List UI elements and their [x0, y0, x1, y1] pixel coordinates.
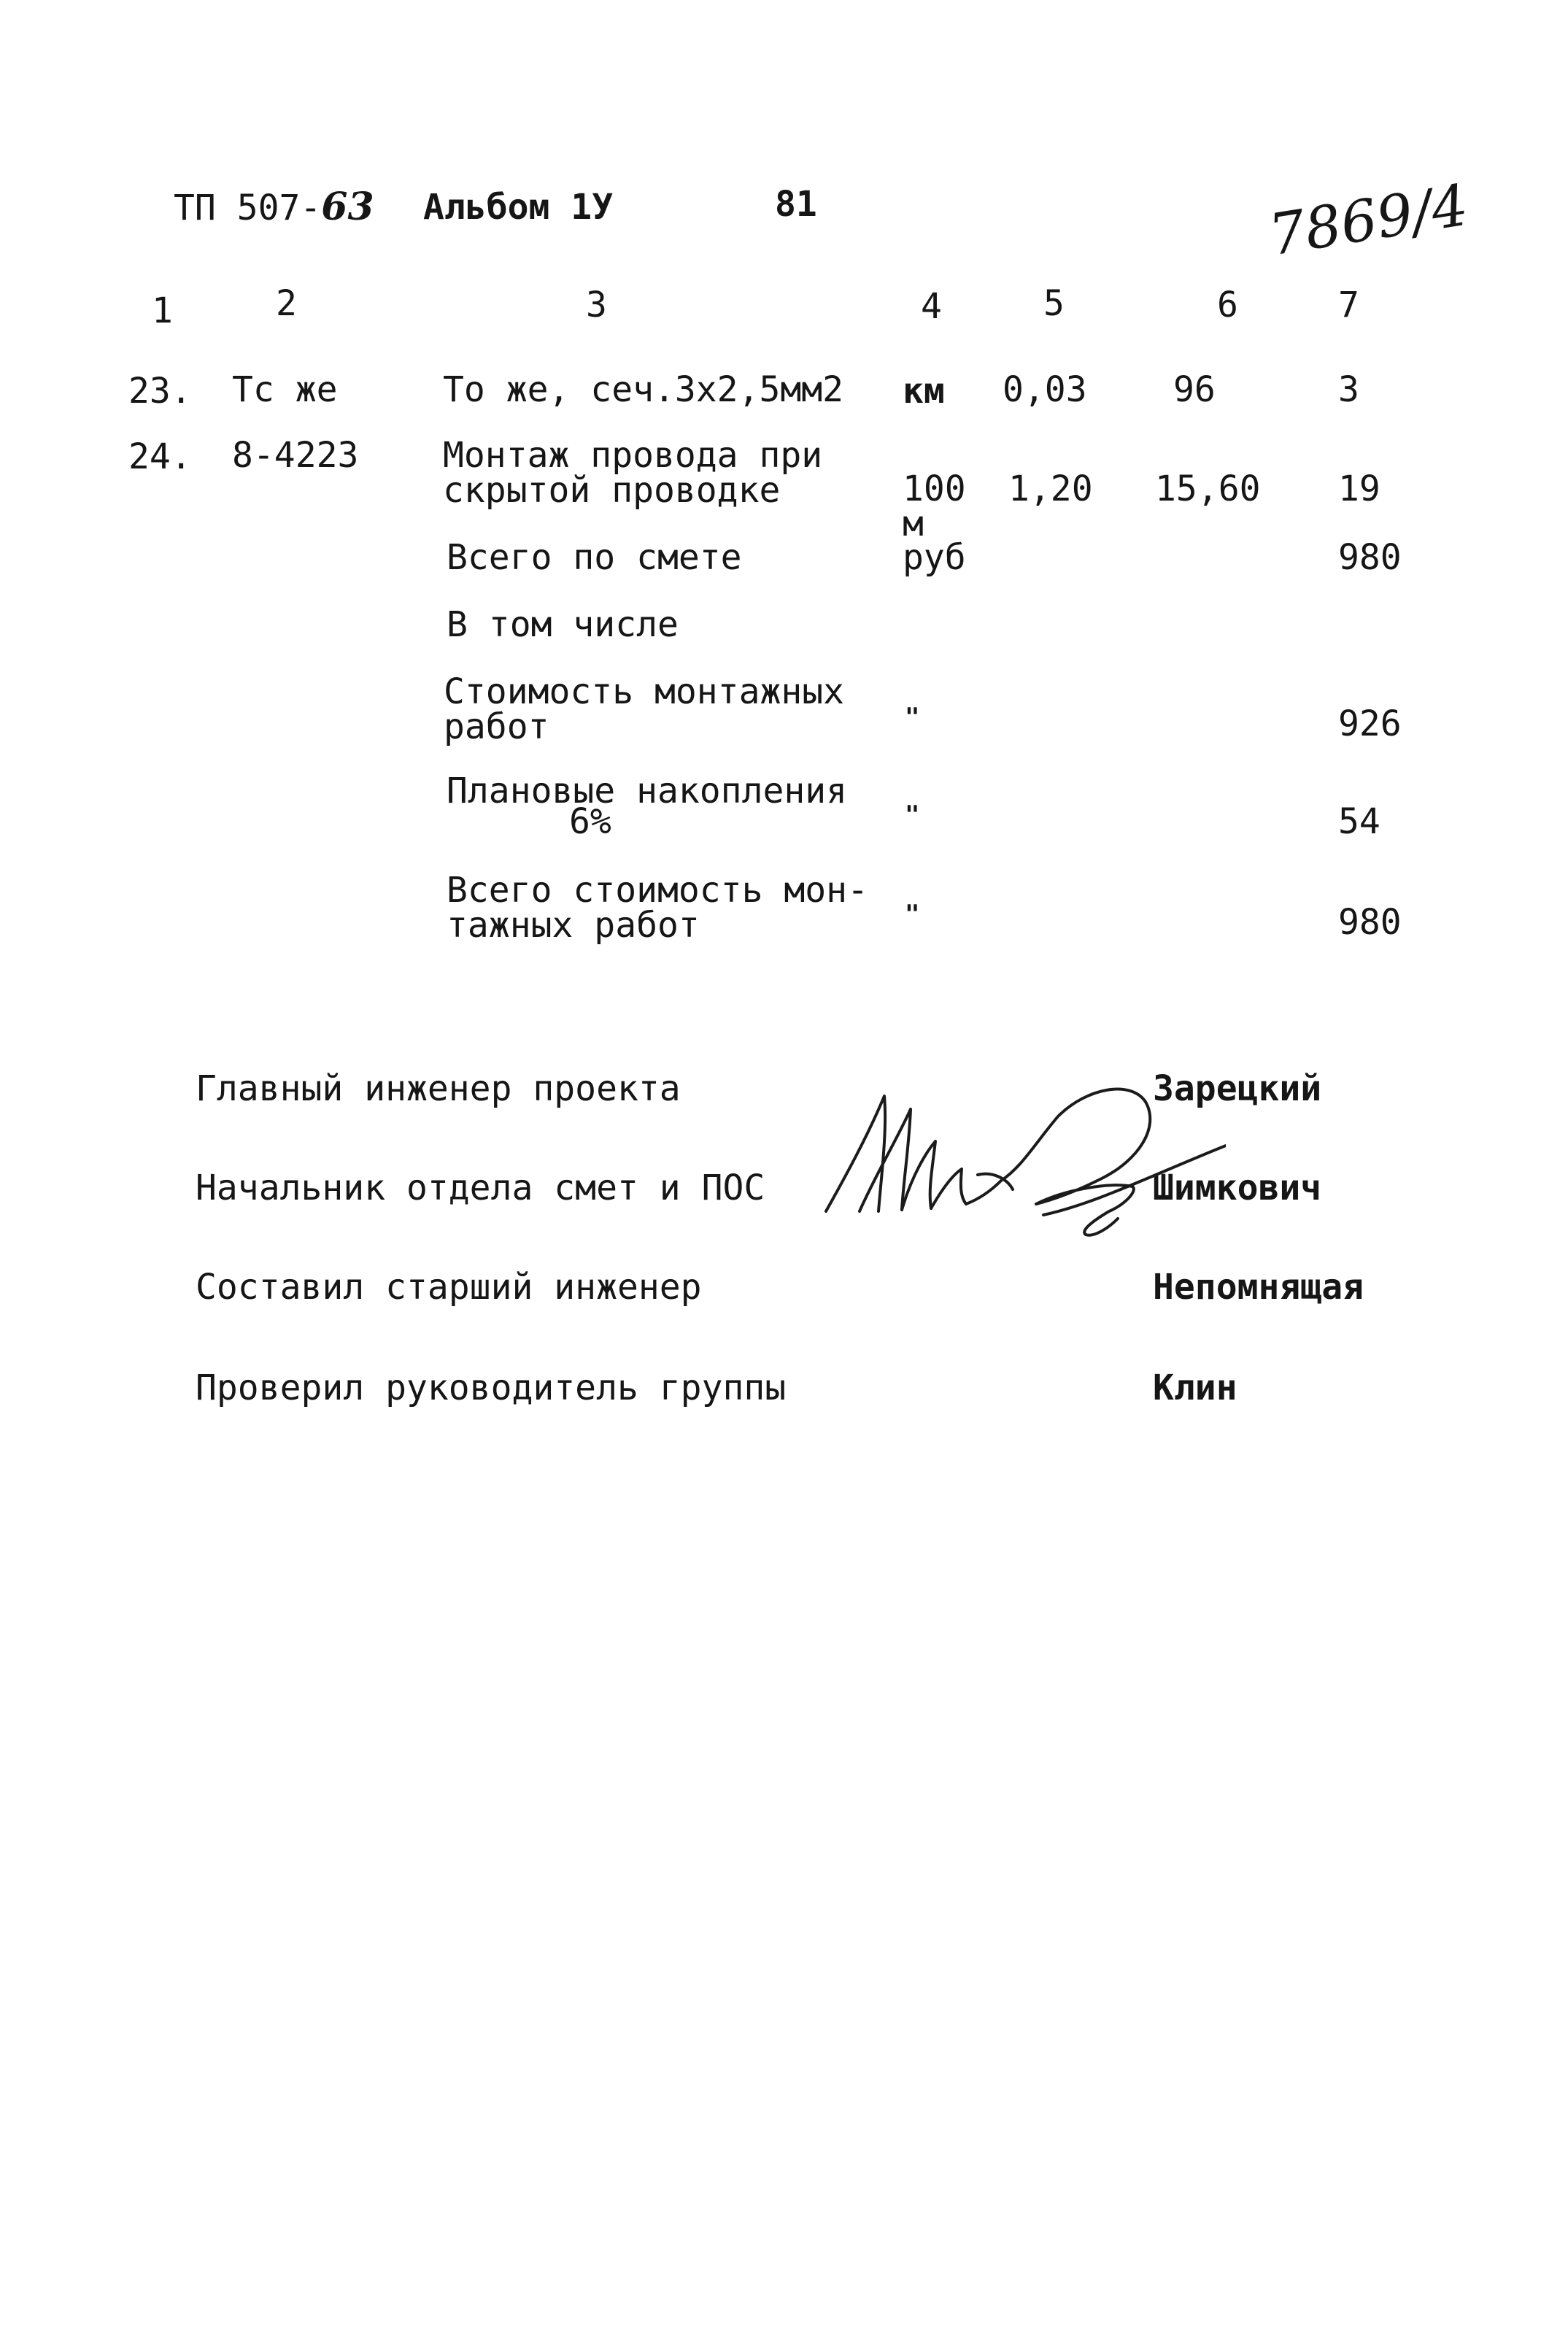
column-number: 5	[1043, 283, 1065, 324]
summary-sublabel: 6%	[569, 801, 611, 842]
column-number: 2	[276, 283, 297, 324]
column-number: 7	[1338, 285, 1359, 325]
summary-label: В том числе	[447, 604, 679, 645]
series-label: ТП 507-	[174, 188, 322, 228]
summary-unit: "	[905, 703, 920, 732]
page-number: 81	[775, 184, 817, 225]
summary-label: Плановые накопления	[447, 771, 848, 811]
signature-role: Начальник отдела смет и ПОС	[196, 1168, 765, 1208]
row-code: Тс же	[232, 369, 338, 410]
summary-unit: "	[905, 900, 920, 929]
summary-unit: "	[905, 800, 920, 830]
row-name: То же, сеч.3х2,5мм2	[443, 369, 844, 410]
archive-number: 7869/4	[1264, 172, 1473, 269]
summary-total: 980	[1338, 537, 1402, 578]
row-unit: км	[903, 371, 945, 412]
summary-total: 980	[1338, 902, 1402, 943]
row-total: 3	[1338, 369, 1359, 410]
signature-role: Главный инженер проекта	[196, 1068, 681, 1109]
row-unit: 100 м	[903, 468, 966, 544]
signature-name: Зарецкий	[1153, 1068, 1322, 1109]
column-number: 1	[152, 290, 173, 331]
summary-unit: руб	[903, 537, 966, 578]
row-total: 19	[1338, 468, 1380, 509]
row-name: Монтаж провода при скрытой проводке	[443, 435, 823, 511]
album-label: Альбом 1У	[423, 187, 614, 228]
signature-role: Составил старший инженер	[196, 1267, 702, 1308]
row-unit-price: 96	[1173, 369, 1216, 410]
series-handwritten-number: 63	[321, 185, 374, 229]
signature-name: Шимкович	[1153, 1168, 1322, 1208]
column-number: 6	[1217, 285, 1238, 325]
row-unit-price: 15,60	[1155, 468, 1261, 509]
summary-total: 54	[1338, 801, 1380, 842]
signature-name: Клин	[1153, 1367, 1237, 1408]
summary-label: Всего по смете	[447, 537, 742, 578]
row-quantity: 1,20	[1008, 468, 1093, 509]
row-number: 23.	[128, 371, 192, 412]
row-number: 24.	[128, 436, 192, 477]
row-code: 8-4223	[232, 435, 359, 476]
summary-total: 926	[1338, 703, 1402, 744]
handwritten-signature	[817, 1065, 1226, 1240]
summary-label: Всего стоимость мон- тажных работ	[447, 870, 868, 946]
summary-label: Стоимость монтажных работ	[444, 671, 845, 747]
column-number: 4	[921, 286, 942, 327]
signature-role: Проверил руководитель группы	[196, 1367, 787, 1408]
row-quantity: 0,03	[1003, 369, 1087, 410]
document-series	[174, 185, 374, 229]
signature-name: Непомнящая	[1153, 1267, 1364, 1308]
column-number: 3	[586, 285, 607, 325]
